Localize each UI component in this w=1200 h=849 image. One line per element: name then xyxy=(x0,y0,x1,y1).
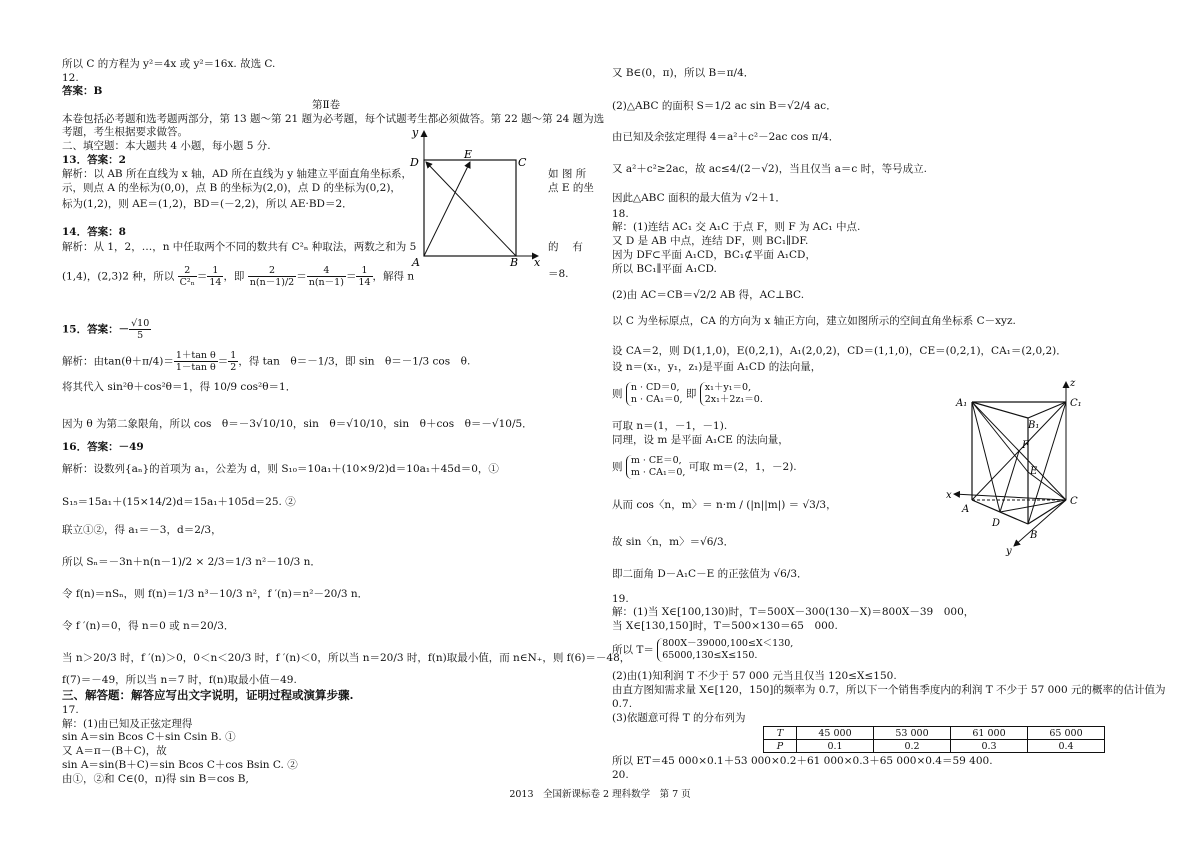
text-line: 0.7. xyxy=(612,698,633,710)
answer-line xyxy=(62,318,151,341)
answer-line: 答案：B xyxy=(62,85,103,97)
text-line: ＝8. xyxy=(548,268,569,280)
text-line: 解析：从 1，2，…，n 中任取两个不同的数共有 C²ₙ 种取法，两数之和为 5 xyxy=(62,241,417,253)
question-number: 18. xyxy=(612,208,629,220)
text-span: n · CD＝0, xyxy=(630,382,680,393)
text-line: sin A＝sin(B＋C)＝sin Bcos C＋cos Bsin C. ② xyxy=(62,759,298,771)
text-line: 解析：以 AB 所在直线为 x 轴，AD 所在直线为 y 轴建立平面直角坐标系， xyxy=(62,168,413,180)
text-line: 当 X∈[130,150]时，T＝500×130＝65 000. xyxy=(612,620,838,632)
label-c: C xyxy=(518,156,527,169)
text-line: (1,4)，(2,3)2 种，所以 $\frac{2}{\text{C²ₙ}}$ ＝ $\frac{1}{14}$ ，即 $\frac{2}{n(n-1)/2}$ ＝ $\frac{4}{n(n-1)}$ ＝ $\frac{1}{14}$ ，解得 n xyxy=(62,265,415,288)
text-span: m · CA₁＝0, xyxy=(630,467,686,478)
square-figure xyxy=(398,126,548,268)
label-x: x xyxy=(946,490,952,501)
label-a: A xyxy=(412,256,420,268)
text-line: 解：(1)由已知及正弦定理得 xyxy=(62,718,193,730)
text-span: 15．答案：－ xyxy=(62,323,130,336)
text-line: 所以 BC₁∥平面 A₁CD. xyxy=(612,263,717,275)
text-line: 因为 DF⊂平面 A₁CD，BC₁⊄平面 A₁CD， xyxy=(612,249,816,261)
line-df xyxy=(1000,451,1019,512)
x-axis xyxy=(954,494,1066,500)
label-d: D xyxy=(992,518,1001,529)
label-d: D xyxy=(410,156,419,169)
text-line: (2)△ABC 的面积 S＝1/2 ac sin B＝√2/4 ac． xyxy=(612,100,837,112)
label-b: B xyxy=(1030,530,1038,541)
text-line: 示，则点 A 的坐标为(0,0)，点 B 的坐标为(2,0)，点 D 的坐标为(0,2)， xyxy=(62,182,401,194)
question-number: 12. xyxy=(62,72,79,84)
table-cell: 0.3 xyxy=(951,740,1028,753)
text-line: 当 n＞20/3 时，f ′(n)＞0，0＜n＜20/3 时，f ′(n)＜0，所以当 n＝20/3 时，f(n)取最小值，而 n∈N₊，则 f(6)＝－48， xyxy=(62,652,631,664)
prism-figure xyxy=(940,374,1100,556)
text-span: 则 xyxy=(612,461,623,473)
text-line: 因此△ABC 面积的最大值为 √2＋1． xyxy=(612,192,786,204)
label-y: y xyxy=(1006,546,1012,556)
text-line: 又 B∈(0，π)，所以 B＝π/4． xyxy=(612,67,755,79)
text-line: 由已知及余弦定理得 4＝a²＋c²－2ac cos π/4． xyxy=(612,131,840,143)
label-x: x xyxy=(534,256,541,268)
text-span: 则 xyxy=(612,388,623,400)
text-line: 将其代入 sin²θ＋cos²θ＝1，得 10/9 cos²θ＝1． xyxy=(62,381,297,393)
text-line: 即二面角 D－A₁C－E 的正弦值为 √6/3． xyxy=(612,568,808,580)
label-e: E xyxy=(1030,466,1038,477)
fraction: $\frac{\text{1＋tan θ}}{\text{1－tan θ}}$ xyxy=(175,350,216,373)
fraction: $\frac{4}{n(n-1)}$ xyxy=(308,265,344,288)
answer-line: 16．答案：－49 xyxy=(62,441,144,453)
label-f: F xyxy=(1022,440,1029,451)
text-span: 解析：由 xyxy=(62,355,104,368)
text-line: sin A＝sin Bcos C＋sin Csin B. ① xyxy=(62,731,236,743)
text-line: 又 D 是 AB 中点，连结 DF，则 BC₁∥DF. xyxy=(612,235,809,247)
text-line: 设 n＝(x₁，y₁，z₁)是平面 A₁CD 的法向量， xyxy=(612,361,822,373)
table-cell: 45 000 xyxy=(797,727,874,740)
question-number: 17. xyxy=(62,704,79,716)
label-b: B xyxy=(510,256,519,268)
distribution-table xyxy=(763,726,1105,753)
text-line: 同理，设 m 是平面 A₁CE 的法向量， xyxy=(612,434,789,446)
text-line: 故 sin〈n，m〉＝√6/3． xyxy=(612,536,735,548)
text-line: 所以 ET＝45 000×0.1＋53 000×0.2＋61 000×0.3＋65 000×0.4＝59 400. xyxy=(612,755,993,767)
answer-line: 14．答案：8 xyxy=(62,226,126,238)
table-cell: 61 000 xyxy=(951,727,1028,740)
brace-system xyxy=(626,455,686,479)
equation-system xyxy=(612,455,797,479)
text-line: 由直方图知需求量 X∈[120，150]的频率为 0.7，所以下一个销售季度内的利润 T 不少于 57 000 元的概率的估计值为 xyxy=(612,684,1166,696)
vector-bd xyxy=(426,162,516,256)
text-span: n · CA₁＝0, xyxy=(630,394,683,405)
section-heading: 三、解答题：解答应写出文字说明，证明过程或演算步骤. xyxy=(62,688,354,702)
text-span: ，解得 n xyxy=(372,270,415,283)
text-span: 可取 m＝(2，1，－2). xyxy=(688,461,797,473)
text-line: 解：(1)当 X∈[100,130)时，T＝500X－300(130－X)＝800X－39 000， xyxy=(612,606,975,618)
table-cell: 65 000 xyxy=(1028,727,1105,740)
text-line: f(7)＝－49，所以当 n＝7 时，f(n)取最小值－49. xyxy=(62,674,297,686)
text-span: ，即 xyxy=(223,270,245,283)
text-line: S₁₅＝15a₁＋(15×14/2)d＝15a₁＋105d＝25. ② xyxy=(62,496,296,508)
text-line: 又 A＝π－(B＋C)，故 xyxy=(62,745,167,757)
fraction: $\frac{2}{n(n-1)/2}$ xyxy=(249,265,295,288)
text-line: 所以 C 的方程为 y²＝4x 或 y²＝16x. 故选 C. xyxy=(62,58,276,70)
text-span: 所以 T＝ xyxy=(612,644,654,656)
text-line: (3)依题意可得 T 的分布列为 xyxy=(612,712,746,724)
table-row xyxy=(764,740,1105,753)
text-line: 令 f ′(n)＝0，得 n＝0 或 n＝20/3． xyxy=(62,620,235,632)
text-line: 的 有 xyxy=(548,241,583,253)
label-y: y xyxy=(412,126,419,139)
answer-line: 13．答案：2 xyxy=(62,154,126,166)
text-line: 解析：设数列{aₙ}的首项为 a₁，公差为 d，则 S₁₀＝10a₁＋(10×9/2)d＝10a₁＋45d＝0，① xyxy=(62,463,499,475)
edge-b1c1 xyxy=(1028,402,1066,418)
text-span: m · CE＝0, xyxy=(630,455,682,466)
fraction: $\frac{1}{14}$ xyxy=(209,265,222,288)
label-c1: C₁ xyxy=(1070,398,1082,409)
equation-system xyxy=(612,638,793,662)
text-span: (1,4)，(2,3)2 种，所以 xyxy=(62,270,175,283)
table-cell: 0.2 xyxy=(874,740,951,753)
text-line: (2)由 AC＝CB＝√2/2 AB 得，AC⊥BC. xyxy=(612,289,805,301)
fraction: $\frac{2}{\text{C²ₙ}}$ xyxy=(179,265,195,288)
edge-a1b1 xyxy=(972,402,1028,418)
text-line: 以 C 为坐标原点，CA 的方向为 x 轴正方向，建立如图所示的空间直角坐标系 C－xyz. xyxy=(612,315,1016,327)
vector-ae xyxy=(424,162,470,256)
text-line: 因为 θ 为第二象限角，所以 cos θ＝－3√10/10，sin θ＝√10/10，sin θ＋cos θ＝－√10/5． xyxy=(62,418,533,430)
table-cell: P xyxy=(764,740,797,753)
text-span: 800X－39000,100≤X＜130, xyxy=(662,638,794,649)
text-line: 解析：由tan(θ＋π/4)＝ $\frac{\text{1＋tan θ}}{\text{1－tan θ}}$ ＝ $\frac{1}{2}$ ，得 tan θ＝－1/3，即 sin θ＝－1/3 cos θ. xyxy=(62,350,471,373)
table-cell: 0.4 xyxy=(1028,740,1105,753)
text-line: 又 a²＋c²≥2ac，故 ac≤4/(2－√2)，当且仅当 a＝c 时，等号成立. xyxy=(612,163,927,175)
text-span: ，得 tan θ＝－1/3，即 sin θ＝－1/3 cos θ. xyxy=(238,355,471,368)
page-footer: 2013 全国新课标卷 2 理科数学 第 7 页 xyxy=(509,789,691,800)
text-span: 即 xyxy=(685,388,697,400)
text-line: 设 CA＝2，则 D(1,1,0)，E(0,2,1)，A₁(2,0,2)，CD＝(1,1,0)，CE＝(0,2,1)，CA₁＝(2,0,2)． xyxy=(612,345,1067,357)
text-line: 从而 cos〈n，m〉＝ n·m / (|n||m|) ＝ √3/3， xyxy=(612,499,837,511)
text-line: 解：(1)连结 AC₁ 交 A₁C 于点 F，则 F 为 AC₁ 中点. xyxy=(612,221,861,233)
fraction: $\frac{√10}{5}$ xyxy=(131,318,150,341)
text-line: 由①，②和 C∈(0，π)得 sin B＝cos B, xyxy=(62,773,249,785)
brace-system xyxy=(700,382,763,406)
text-line: 联立①②，得 a₁＝－3，d＝2/3， xyxy=(62,524,222,536)
text-span: 65000,130≤X≤150. xyxy=(662,650,758,661)
label-e: E xyxy=(464,148,473,161)
text-line: 所以 Sₙ＝－3n＋n(n－1)/2 × 2/3＝1/3 n²－10/3 n． xyxy=(62,556,321,568)
text-line: 如 图 所 xyxy=(548,168,587,180)
fraction: $\frac{1}{2}$ xyxy=(230,350,237,373)
brace-system xyxy=(626,382,683,406)
text-line: 考题，考生根据要求做答。 xyxy=(62,126,188,138)
text-line: 本卷包括必考题和选考题两部分，第 13 题～第 21 题为必考题，每个试题考生都必须做答。第 22 题～第 24 题为选 xyxy=(62,113,605,125)
question-number: 20. xyxy=(612,769,629,781)
table-cell: 0.1 xyxy=(797,740,874,753)
table-cell: T xyxy=(764,727,797,740)
label-b1: B₁ xyxy=(1028,420,1040,431)
table-row xyxy=(764,727,1105,740)
text-line: 标为(1,2)，则 AE＝(1,2)，BD＝(－2,2)，所以 AE·BD＝2． xyxy=(62,198,353,210)
text-line: 点 E 的坐 xyxy=(548,182,594,194)
text-line: (2)由(1)知利润 T 不少于 57 000 元当且仅当 120≤X≤150. xyxy=(612,670,897,682)
text-line: 可取 n＝(1，－1，－1). xyxy=(612,420,728,432)
label-z: z xyxy=(1070,378,1076,389)
y-axis xyxy=(1014,500,1066,546)
equation-system xyxy=(612,382,763,406)
text-span: 2x₁＋2z₁＝0. xyxy=(704,394,763,405)
fraction: $\frac{1}{14}$ xyxy=(358,265,371,288)
label-a: A xyxy=(962,504,970,515)
question-number: 19. xyxy=(612,593,629,605)
text-span: x₁＋y₁＝0, xyxy=(704,382,752,393)
brace-system xyxy=(657,638,793,662)
table-cell: 53 000 xyxy=(874,727,951,740)
text-line: 令 f(n)＝nSₙ，则 f(n)＝1/3 n³－10/3 n²，f ′(n)＝n²－20/3 n． xyxy=(62,588,369,600)
section-title: 第Ⅱ卷 xyxy=(312,99,341,111)
label-c: C xyxy=(1070,496,1078,507)
text-line: 二、填空题：本大题共 4 小题，每小题 5 分. xyxy=(62,140,271,152)
label-a1: A₁ xyxy=(956,398,968,409)
